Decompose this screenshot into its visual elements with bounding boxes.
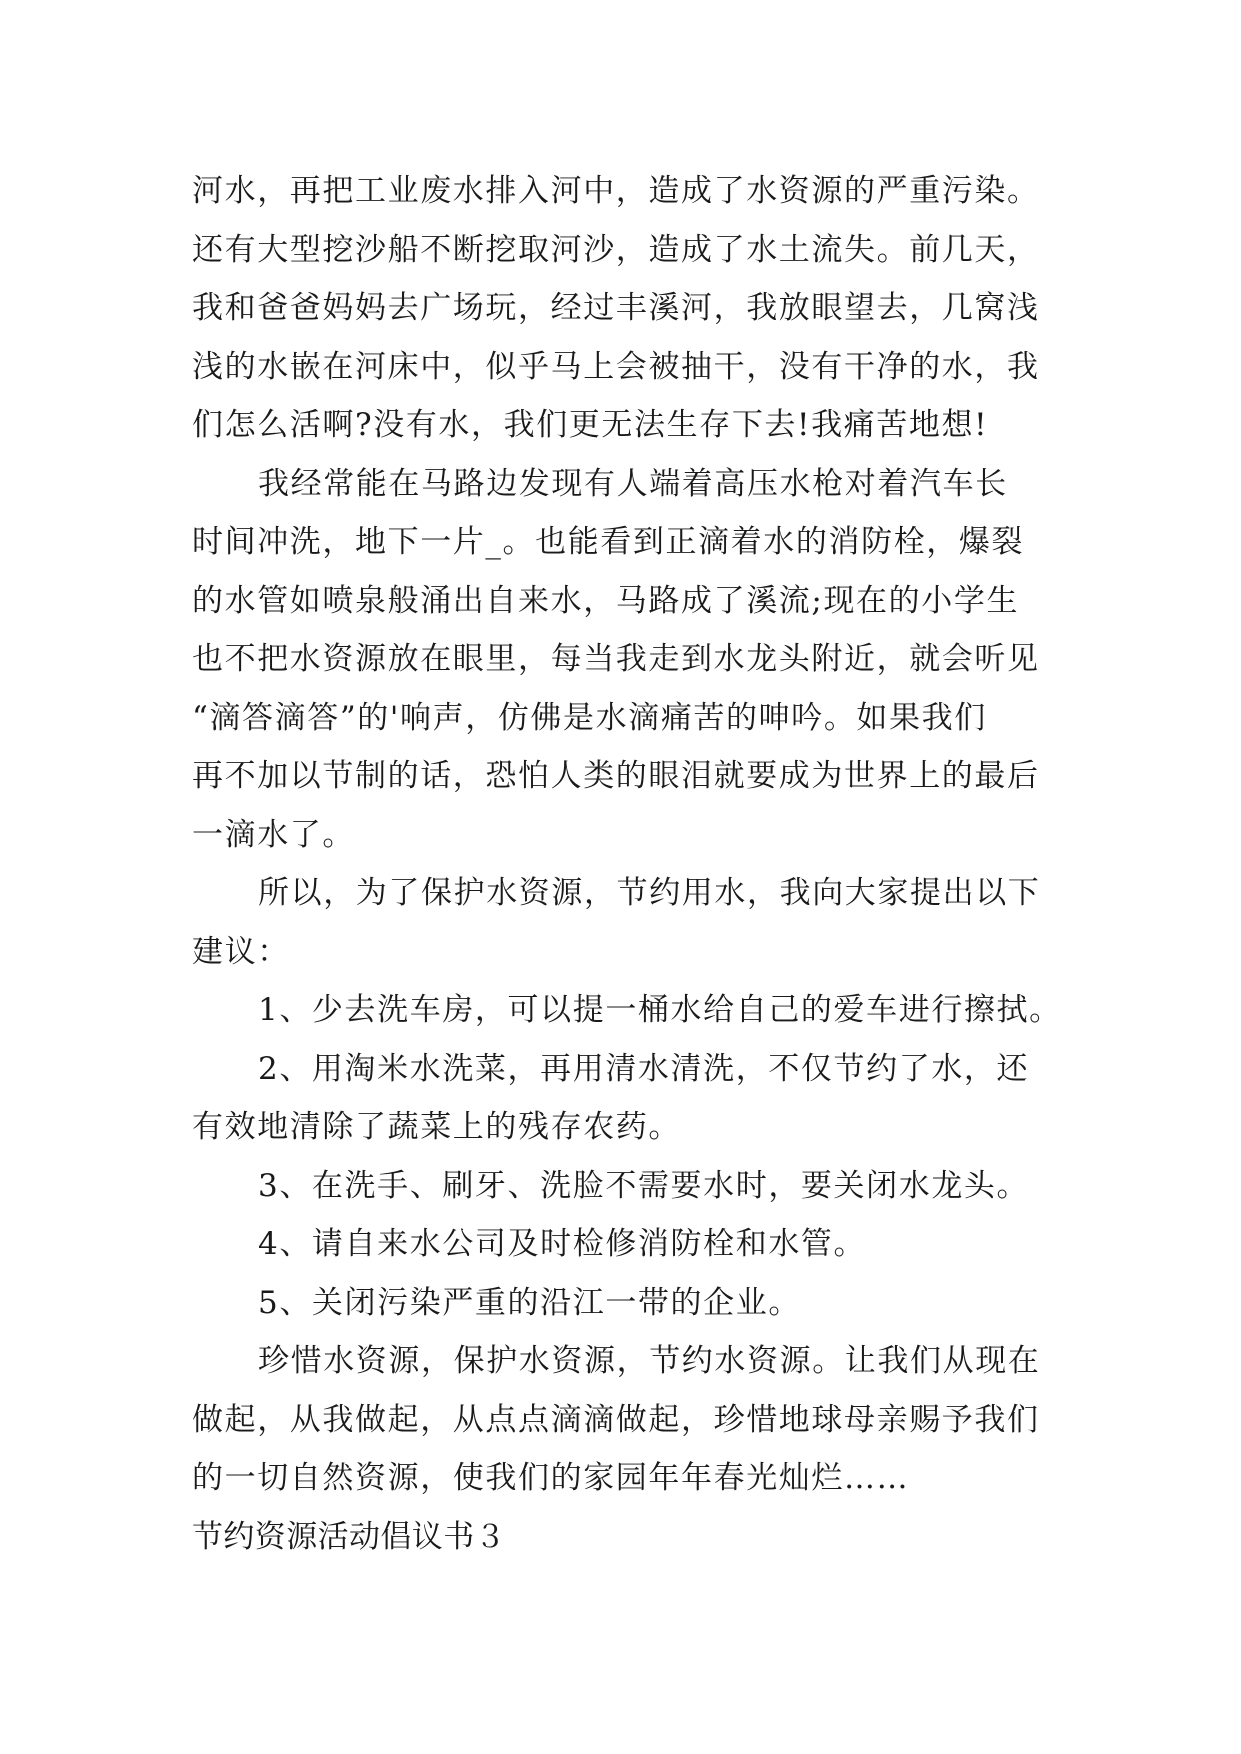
text-line: 们怎么活啊?没有水，我们更无法生存下去!我痛苦地想! bbox=[192, 407, 989, 443]
paragraph-water-waste bbox=[192, 455, 1072, 865]
suggestion-item-3 bbox=[192, 1157, 1072, 1216]
text-line: 所以，为了保护水资源，节约用水，我向大家提出以下 bbox=[258, 875, 1041, 911]
suggestion-item-5 bbox=[192, 1274, 1072, 1333]
text-line: “滴答滴答”的'响声，仿佛是水滴痛苦的呻吟。如果我们 bbox=[192, 699, 987, 736]
text-line: 2、用淘米水洗菜，再用清水清洗，不仅节约了水，还 bbox=[258, 1050, 1030, 1087]
text-line: 的水管如喷泉般涌出自来水，马路成了溪流;现在的小学生 bbox=[192, 582, 1020, 619]
suggestion-item-1 bbox=[192, 981, 1072, 1040]
paragraph-water-pollution bbox=[192, 162, 1072, 455]
text-line: 珍惜水资源，保护水资源，节约水资源。让我们从现在 bbox=[258, 1343, 1041, 1379]
text-line: 4、请自来水公司及时检修消防栓和水管。 bbox=[258, 1226, 867, 1262]
text-line: 做起，从我做起，从点点滴滴做起，珍惜地球母亲赐予我们 bbox=[192, 1401, 1040, 1438]
text-line: 一滴水了。 bbox=[192, 816, 355, 853]
text-line: 还有大型挖沙船不断挖取河沙，造成了水土流失。前几天， bbox=[192, 231, 1040, 268]
text-line: 再不加以节制的话，恐怕人类的眼泪就要成为世界上的最后 bbox=[192, 758, 1040, 794]
text-line: 5、关闭污染严重的沿江一带的企业。 bbox=[258, 1284, 801, 1321]
text-line: 我经常能在马路边发现有人端着高压水枪对着汽车长 bbox=[258, 465, 1008, 502]
suggestion-item-4 bbox=[192, 1215, 1072, 1274]
text-line: 也不把水资源放在眼里，每当我走到水龙头附近，就会听见 bbox=[192, 641, 1040, 677]
paragraph-closing bbox=[192, 1332, 1072, 1508]
text-line: 时间冲洗，地下一片_。也能看到正滴着水的消防栓，爆裂 bbox=[192, 524, 1025, 560]
text-line: 河水，再把工业废水排入河中，造成了水资源的严重污染。 bbox=[192, 173, 1040, 209]
text-line: 3、在洗手、刷牙、洗脸不需要水时，要关闭水龙头。 bbox=[258, 1167, 1030, 1204]
text-line: 有效地清除了蔬菜上的残存农药。 bbox=[192, 1109, 681, 1145]
text-line: 我和爸爸妈妈去广场玩，经过丰溪河，我放眼望去，几窝浅 bbox=[192, 290, 1040, 326]
text-line: 建议： bbox=[192, 933, 290, 970]
text-line: 1、少去洗车房，可以提一桶水给自己的爱车进行擦拭。 bbox=[258, 992, 1062, 1028]
section-heading: 节约资源活动倡议书３ bbox=[192, 1518, 506, 1555]
document-body bbox=[192, 162, 1072, 1566]
paragraph-suggestions-intro bbox=[192, 864, 1072, 981]
suggestion-item-2 bbox=[192, 1040, 1072, 1157]
text-line: 浅的水嵌在河床中，似乎马上会被抽干，没有干净的水，我 bbox=[192, 348, 1040, 385]
text-line: 的一切自然资源，使我们的家园年年春光灿烂…… bbox=[192, 1460, 910, 1496]
